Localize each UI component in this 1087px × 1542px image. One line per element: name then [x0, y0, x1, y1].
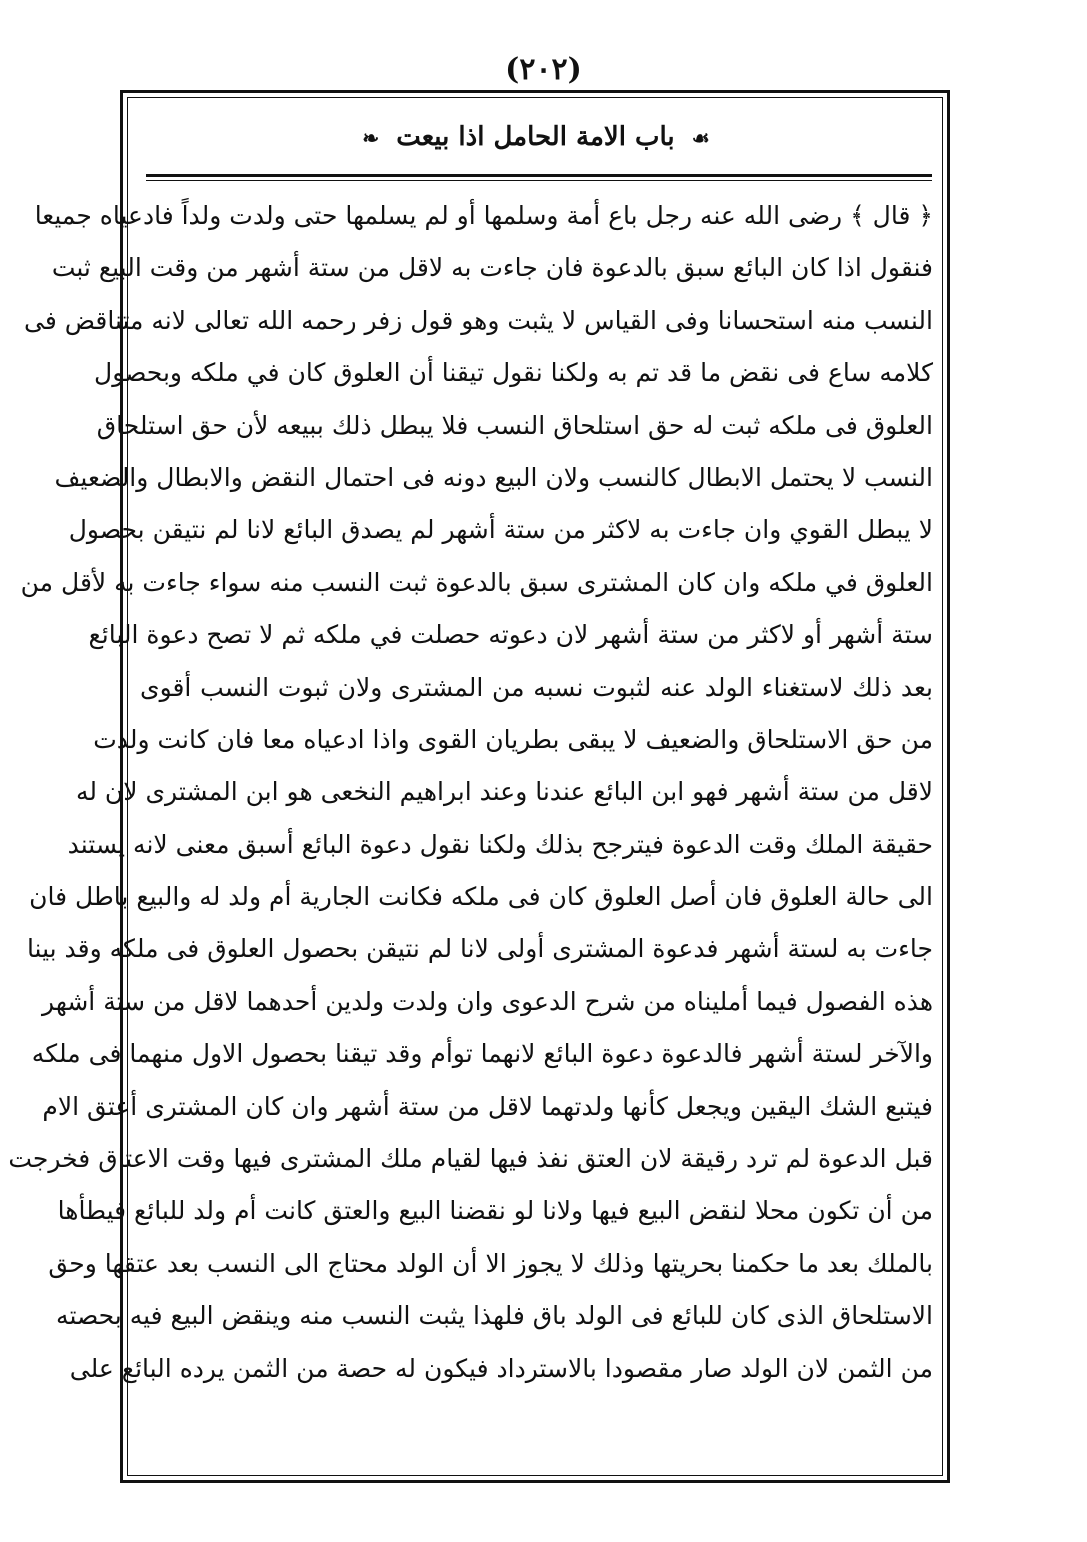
text-line: من حق الاستلحاق والضعيف لا يبقى بطريان القوى واذا ادعياه معا فان كانت ولدت — [93, 724, 933, 754]
page-number: (٢٠٢) — [505, 52, 582, 87]
text-line: لا يبطل القوي وان جاءت به لاكثر من ستة أشهر لم يصدق البائع لانا لم نتيقن بحصول — [68, 515, 933, 545]
ornament-right-icon: ☙ — [691, 126, 710, 150]
heading-rule-thin — [146, 180, 932, 181]
text-line: والآخر لستة أشهر فالدعوة دعوة البائع لانهما توأم وقد تيقنا بحصول الاول منهما فى ملكه — [31, 1039, 933, 1069]
text-line: فنقول اذا كان البائع سبق بالدعوة فان جاءت به لاقل من ستة أشهر من وقت البيع ثبت — [51, 253, 933, 283]
text-line: جاءت به لستة أشهر فدعوة المشترى أولى لانا لم نتيقن بحصول العلوق فى ملكه وقد بينا — [26, 934, 933, 964]
text-line: فيتبع الشك اليقين ويجعل كأنها ولدتهما لاقل من ستة أشهر وان كان المشترى أعتق الام — [42, 1091, 933, 1121]
text-line: بالملك بعد ما حكمنا بحريتها وذلك لا يجوز الا أن الولد محتاج الى النسب بعد عتقها وحق — [48, 1248, 933, 1278]
text-line: هذه الفصول فيما أمليناه من شرح الدعوى وان ولدت ولدين أحدهما لاقل من ستة أشهر — [42, 986, 933, 1016]
text-line: من أن تكون محلا لنقض البيع فيها ولانا لو نقضنا البيع والعتق كانت أم ولد للبائع فيطأها — [57, 1196, 933, 1226]
text-line: ستة أشهر أو لاكثر من ستة أشهر لان دعوته حصلت في ملكه ثم لا تصح دعوة البائع — [88, 620, 933, 650]
text-line: النسب لا يحتمل الابطال كالنسب ولان البيع دونه فى احتمال النقض والابطال والضعيف — [54, 462, 933, 492]
chapter-title: باب الامة الحامل اذا بيعت — [396, 122, 675, 152]
body-text — [8, 190, 933, 1395]
chapter-heading — [140, 115, 932, 159]
text-line: حقيقة الملك وقت الدعوة فيترجح بذلك ولكنا نقول دعوة البائع أسبق معنى لانه يستند — [67, 829, 933, 859]
text-line: لاقل من ستة أشهر فهو ابن البائع عندنا وعند ابراهيم النخعى هو ابن المشترى لان له — [75, 777, 933, 807]
text-line: العلوق فى ملكه ثبت له حق استلحاق النسب فلا يبطل ذلك ببيعه لأن حق استلحاق — [96, 410, 933, 440]
text-line: الى حالة العلوق فان أصل العلوق كان فى ملكه فكانت الجارية أم ولد له والبيع باطل فان — [29, 882, 933, 912]
heading-rule-thick — [146, 174, 932, 177]
text-line: كلامه ساع فى نقض ما قد تم به ولكنا نقول تيقنا أن العلوق كان في ملكه وبحصول — [94, 358, 933, 388]
text-line: ﴿ قال ﴾ رضى الله عنه رجل باع أمة وسلمها أو لم يسلمها حتى ولدت ولداً فادعياه جميعا — [34, 201, 933, 230]
text-line: الاستلحاق الذى كان للبائع فى الولد باق فلهذا يثبت النسب منه وينقض البيع فيه بحصته — [56, 1301, 933, 1331]
text-line: النسب منه استحسانا وفى القياس لا يثبت وهو قول زفر رحمه الله تعالى لانه متناقض فى — [24, 305, 933, 335]
text-line: بعد ذلك لاستغناء الولد عنه لثبوت نسبه من المشترى ولان ثبوت النسب أقوى — [140, 672, 933, 702]
text-line: قبل الدعوة لم ترد رقيقة لان العتق نفذ فيها لقيام ملك المشترى فيها وقت الاعتاق فخرجت — [8, 1144, 933, 1174]
text-line: العلوق في ملكه وان كان المشترى سبق بالدعوة ثبت النسب منه سواء جاءت به لأقل من — [20, 567, 933, 597]
text-line: من الثمن لان الولد صار مقصودا بالاسترداد فيكون له حصة من الثمن يرده البائع على — [69, 1353, 933, 1383]
ornament-left-icon: ❧ — [362, 126, 380, 150]
